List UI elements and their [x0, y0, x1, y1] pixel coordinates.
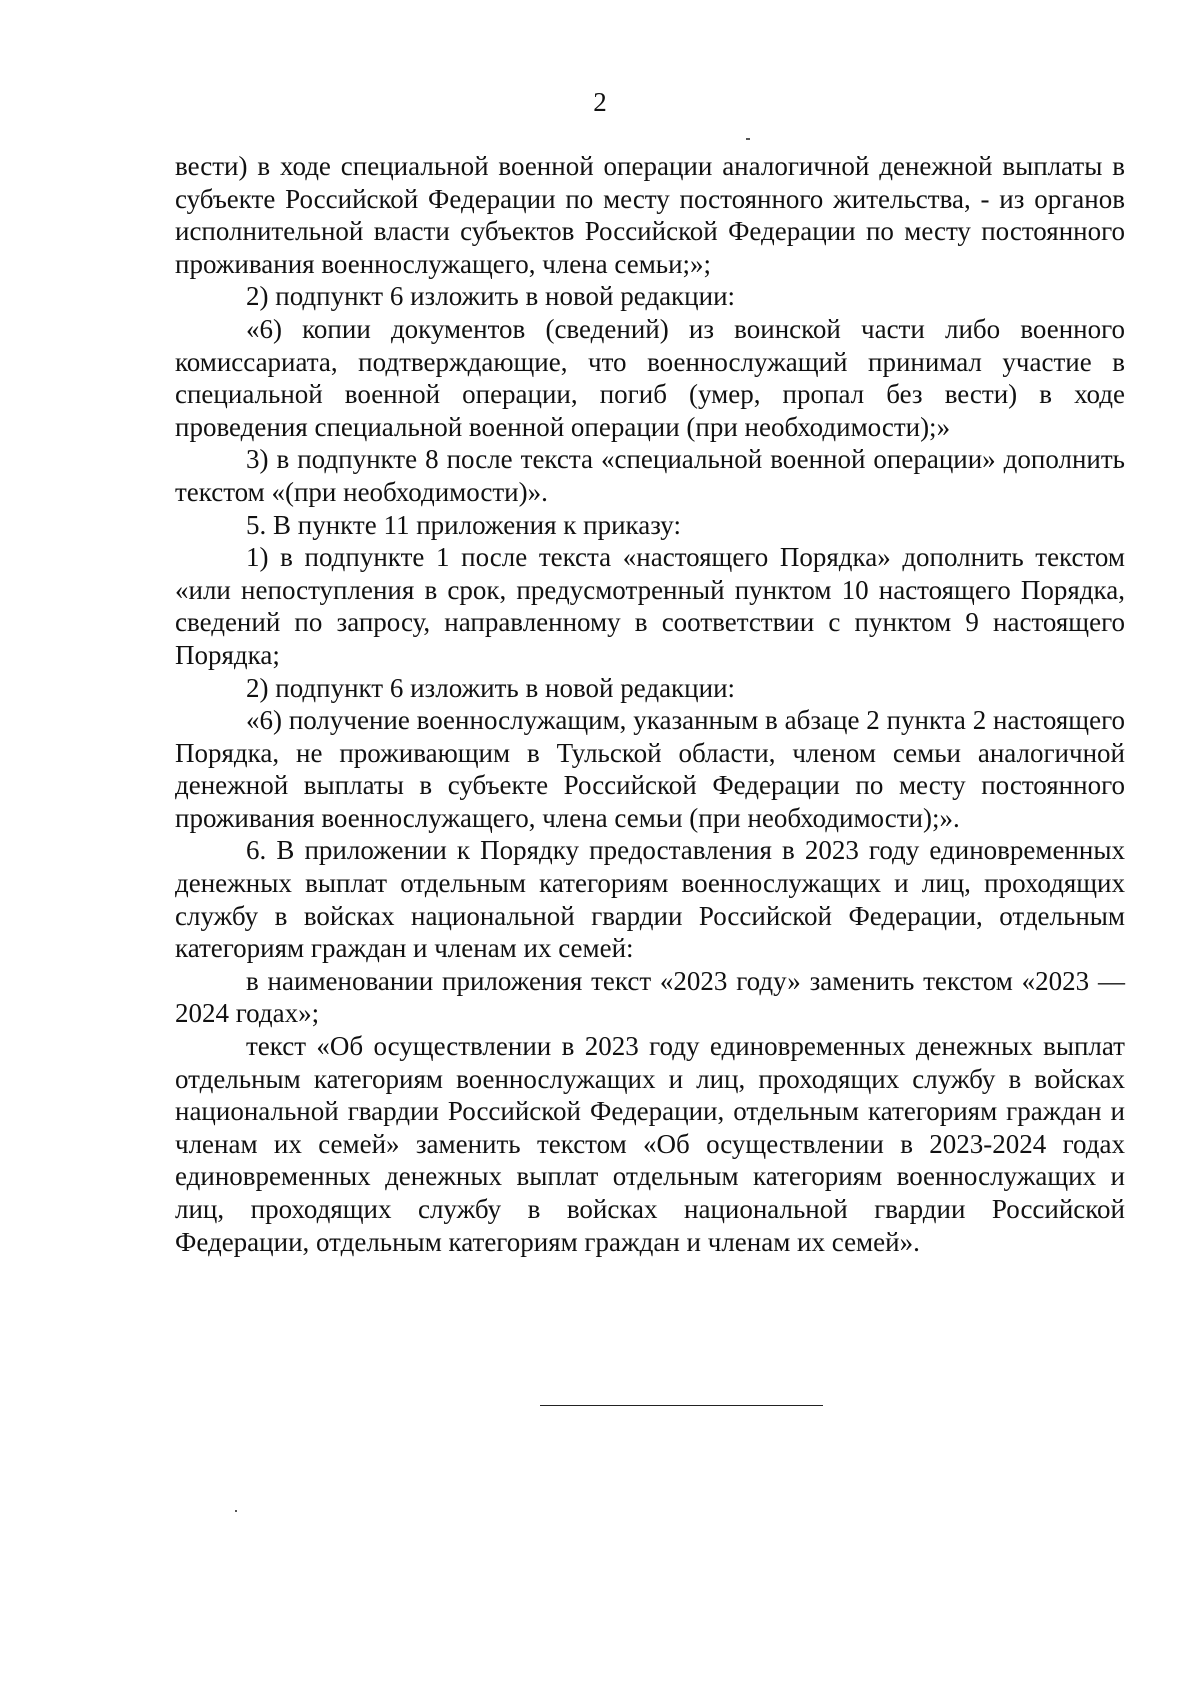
scan-speck	[235, 1510, 237, 1512]
paragraph: 2) подпункт 6 изложить в новой редакции:	[246, 281, 736, 312]
paragraph: вести) в ходе специальной военной операции аналогичной денежной выплаты в субъекте Российской Федерации по месту постоянного жительства, - из органов исполнительной власти субъектов Российской Федерации по месту постоянного проживания военнослужащего, члена семьи;»;	[175, 151, 1125, 279]
paragraph: «6) получение военнослужащим, указанным в абзаце 2 пункта 2 настоящего Порядка, не проживающим в Тульской области, членом семьи аналогичной денежной выплаты в субъекте Российской Федерации по месту постоянного проживания военнослужащего, члена семьи (при необходимости);».	[175, 705, 1125, 833]
scan-speck	[746, 138, 750, 140]
paragraph: 3) в подпункте 8 после текста «специальной военной операции» дополнить текстом «(при необходимости)».	[175, 444, 1125, 507]
paragraph: 1) в подпункте 1 после текста «настоящего Порядка» дополнить текстом «или непоступления в срок, предусмотренный пунктом 10 настоящего Порядка, сведений по запросу, направленному в соответствии с пунктом 9 настоящего Порядка;	[175, 542, 1125, 670]
paragraph: 2) подпункт 6 изложить в новой редакции:	[246, 672, 736, 703]
end-of-document-rule	[540, 1405, 823, 1406]
document-body	[175, 150, 1125, 1258]
paragraph: 5. В пункте 11 приложения к приказу:	[246, 509, 681, 540]
page-number: 2	[593, 87, 607, 117]
paragraph: в наименовании приложения текст «2023 году» заменить текстом «2023 — 2024 годах»;	[175, 965, 1125, 1029]
paragraph: 6. В приложении к Порядку предоставления в 2023 году единовременных денежных выплат отдельным категориям военнослужащих и лиц, проходящих службу в войсках национальной гвардии Российской Федерации, отдельным категориям граждан и членам их семей:	[175, 835, 1125, 964]
paragraph: текст «Об осуществлении в 2023 году единовременных денежных выплат отдельным категориям военнослужащих и лиц, проходящих службу в войсках национальной гвардии Российской Федерации, отдельным категориям граждан и членам их семей» заменить текстом «Об осуществлении в 2023-2024 годах единовременных денежных выплат отдельным категориям военнослужащих и лиц, проходящих службу в войсках национальной гвардии Российской Федерации, отдельным категориям граждан и членам их семей».	[175, 1031, 1125, 1257]
paragraph: «6) копии документов (сведений) из воинской части либо военного комиссариата, подтверждающие, что военнослужащий принимал участие в специальной военной операции, погиб (умер, пропал без вести) в ходе проведения специальной военной операции (при необходимости);»	[175, 313, 1125, 442]
